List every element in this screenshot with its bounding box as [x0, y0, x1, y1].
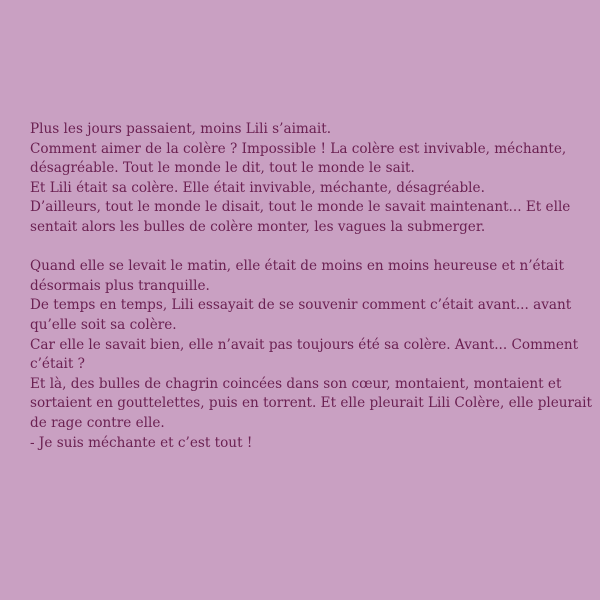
- text-line: de rage contre elle.: [30, 414, 165, 431]
- paragraph-spacer: [30, 238, 578, 258]
- text-line: désagréable. Tout le monde le dit, tout le monde le sait.: [30, 160, 415, 177]
- text-line: c’était ?: [30, 356, 85, 373]
- text-line: sentait alors les bulles de colère monter, les vagues la submerger.: [30, 218, 486, 235]
- paragraph-1: [30, 120, 578, 238]
- text-line: Et là, des bulles de chagrin coincées dans son cœur, montaient, montaient et: [30, 375, 562, 392]
- story-text-block: [30, 120, 592, 453]
- dialogue-line: - Je suis méchante et c’est tout !: [30, 434, 253, 451]
- text-line: désormais plus tranquille.: [30, 277, 210, 294]
- text-line: Quand elle se levait le matin, elle était de moins en moins heureuse et n’était: [30, 258, 564, 275]
- text-line: De temps en temps, Lili essayait de se souvenir comment c’était avant... avant: [30, 297, 572, 314]
- paragraph-2: [30, 257, 592, 453]
- text-line: D’ailleurs, tout le monde le disait, tout le monde le savait maintenant... Et elle: [30, 199, 571, 216]
- text-line: Comment aimer de la colère ? Impossible ! La colère est invivable, méchante,: [30, 140, 567, 157]
- text-line: Plus les jours passaient, moins Lili s’aimait.: [30, 121, 332, 137]
- text-line: qu’elle soit sa colère.: [30, 316, 177, 333]
- text-line: Car elle le savait bien, elle n’avait pas toujours été sa colère. Avant... Comment: [30, 336, 579, 353]
- text-line: sortaient en gouttelettes, puis en torrent. Et elle pleurait Lili Colère, elle pleurait: [30, 395, 592, 412]
- text-line: Et Lili était sa colère. Elle était invivable, méchante, désagréable.: [30, 179, 485, 196]
